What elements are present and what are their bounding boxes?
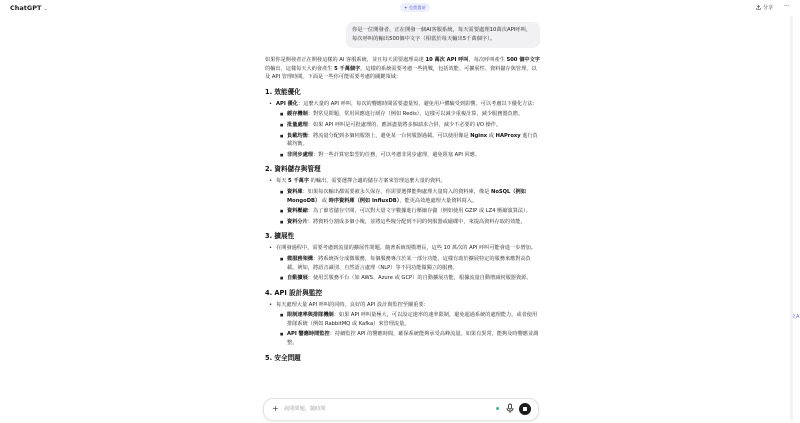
answer-bold-text: NoSQL（例如 MongoDB） (287, 188, 526, 204)
answer-text: 進行負載均衡。 (287, 132, 538, 148)
list-item (287, 274, 541, 283)
answer-text: ：如果 API 呼叫量極大，可以設定速率的速率限制，避免超過系統的處理能力。或者使用排隊系統（例如 RabbitMQ 或 Kafka）來管理流量。 (287, 312, 538, 327)
answer-text: ：持續監控 API 的響應時間，確保系統能夠承受高峰流量。如果有異常，能夠及時響應並調整。 (287, 331, 539, 347)
user-message-bubble (346, 22, 540, 48)
list-item (287, 151, 541, 160)
answer-text: ：將流量分配到多個伺服器上，避免某一台伺服器過載。可以使用像是 (307, 132, 471, 139)
answer-text: 如果你是開發者正在開發這樣的 AI 客服系統，並且每天需要處理高達 (265, 57, 426, 63)
answer-intro (265, 56, 541, 82)
list-item (287, 218, 541, 227)
answer-bold-text: 限制速率與排隊機制 (287, 312, 334, 319)
voice-status-dot[interactable] (496, 407, 499, 410)
answer-bold-text: 微服務架構 (287, 255, 313, 262)
assistant-answer (265, 56, 541, 366)
microphone-icon[interactable] (505, 403, 515, 414)
user-message-text: 你是一位開發者，正在開發一個AI客服系統，每天需要處理10萬次API呼叫，每次呼叫的輸出500個中文字（相當於每天輸出5千萬個字）。 (352, 27, 532, 42)
list-item (276, 244, 541, 253)
answer-text: ，能更高效地處理大量資料寫入。 (399, 197, 478, 204)
answer-text: ：這麼大量的 API 呼叫，每次的響應時間需要盡量短，避免用戶體驗受到影響。可以考慮以下優化方法： (297, 100, 538, 107)
chevron-down-icon: ⌄ (43, 6, 48, 12)
attach-plus-button[interactable]: + (272, 404, 279, 413)
answer-bold-text: 5 千萬字 (288, 178, 310, 185)
answer-text: 每天 (276, 178, 289, 185)
list-item (276, 100, 541, 109)
answer-bold-text: 批量處理 (287, 121, 308, 128)
answer-text: 在開發過程中，需要考慮到流量的擴展性問題。隨著系統規模增長，這些 10 萬次的 API 呼叫可能會進一步增加。 (276, 245, 537, 252)
share-button[interactable] (756, 4, 773, 11)
answer-bold-text: 500 個中文字 (506, 57, 540, 63)
answer-text: 。這樣的系統需要考慮一些挑戰，包括效能、可擴展性、資料儲存與管理、以及 API 管理時間。下面是一些你可能需要考慮的關鍵領域： (265, 65, 537, 81)
composer (263, 398, 539, 421)
section-heading: 3. 擴展性 (265, 232, 295, 241)
answer-bold-text: 10 萬次 API 呼叫 (425, 57, 469, 63)
answer-text: ：將系統拆分成微服務，每個服務專注於某一部分功能，這樣有助於擴展特定的服務來應對高負載。例如，將語音識別、自然語言處理（NLP）等不同功能做獨立的服務。 (287, 255, 531, 271)
list-item (287, 330, 541, 347)
answer-bold-text: 資料庫 (287, 188, 303, 195)
answer-bold-text: API 響應時間監控 (287, 331, 330, 338)
answer-text: 每天處理大量 API 呼叫的同時，良好的 API 設計與監控至關重要： (276, 301, 429, 308)
translate-icon[interactable]: 文A (791, 314, 800, 320)
sparkle-icon: ✦ (404, 5, 408, 10)
answer-bold-text: 緩存機制 (287, 111, 308, 118)
list-item (276, 301, 541, 310)
answer-text: ：將資料分割成多個小塊，並將這些塊分配到不同的伺服器或磁碟中，來提高資料存取的效能。 (307, 218, 526, 225)
list-item (287, 110, 541, 119)
section-heading: 1. 效能優化 (265, 87, 301, 96)
answer-text: 的輸出，需要選擇合適的儲存方案來管理這麼大量的資料。 (309, 178, 446, 185)
mode-label: 免費選項 (408, 5, 426, 10)
answer-text: ，每次呼叫產生 (468, 57, 507, 63)
answer-text: 的輸出，這樣每天大約會產生 (265, 65, 335, 72)
answer-bold-text: Nginx (470, 132, 488, 139)
prompt-input[interactable] (284, 404, 484, 414)
section-heading: 5. 安全問題 (265, 353, 301, 362)
list-item (276, 177, 541, 186)
list-item (287, 132, 541, 149)
answer-text: ：對常見問題、常用回應進行緩存（例如 Redis），這樣可以減少重複計算，減少服務器負擔。 (307, 111, 524, 118)
answer-text: ：對一些計算密集型的任務，可以考慮非同步處理，避免阻塞 API 回應。 (312, 151, 481, 158)
more-icon: ··· (784, 3, 790, 10)
voice-mode-button[interactable] (519, 403, 531, 415)
answer-bold-text: 資料分片 (287, 218, 308, 225)
list-item (287, 255, 541, 272)
scrollbar[interactable] (790, 16, 793, 421)
model-selector[interactable] (10, 4, 48, 12)
answer-bold-text: 負載均衡 (287, 132, 308, 139)
answer-bold-text: 5 千萬個字 (334, 65, 361, 72)
list-item (287, 207, 541, 216)
answer-bold-text: 自動擴展 (287, 275, 308, 282)
answer-text: 或 (320, 197, 329, 204)
answer-text: ：如果 API 呼叫是可批處理的，應該盡量將多個請求合併，減少不必要的 I/O 操作。 (307, 121, 502, 128)
app-title: ChatGPT (10, 4, 42, 12)
mode-pill[interactable] (400, 3, 430, 12)
stop-icon (523, 407, 527, 411)
answer-bold-text: HAProxy (495, 132, 521, 139)
composer-fade (0, 386, 790, 398)
answer-bold-text: 時序資料庫（例如 InfluxDB） (328, 197, 400, 204)
section-heading: 4. API 設計與監控 (265, 288, 323, 297)
more-options-button[interactable] (784, 3, 790, 10)
answer-text: ：如果每次輸出都需要被永久保存，你需要選擇能夠處理大量寫入的資料庫，像是 (302, 188, 491, 195)
answer-bold-text: 資料壓縮 (287, 208, 308, 215)
answer-bold-text: API 優化 (276, 100, 298, 107)
answer-text: ：使用雲服務平台（如 AWS、Azure 或 GCP）的自動擴展功能，根據流量自動增減伺服器資源。 (307, 275, 532, 282)
list-item (287, 311, 541, 328)
list-item (287, 188, 541, 205)
section-heading: 2. 資料儲存與管理 (265, 165, 321, 174)
share-label: 分享 (763, 5, 774, 11)
answer-bold-text: 非同步處理 (287, 151, 313, 158)
answer-text: 或 (487, 132, 496, 139)
list-item (287, 121, 541, 130)
top-bar (0, 0, 800, 16)
share-icon (756, 5, 761, 10)
answer-text: ：為了節省儲存空間，可以對大量文字數據進行壓縮存儲（例如使用 GZIP 或 LZ4 壓縮演算法）。 (307, 208, 531, 215)
